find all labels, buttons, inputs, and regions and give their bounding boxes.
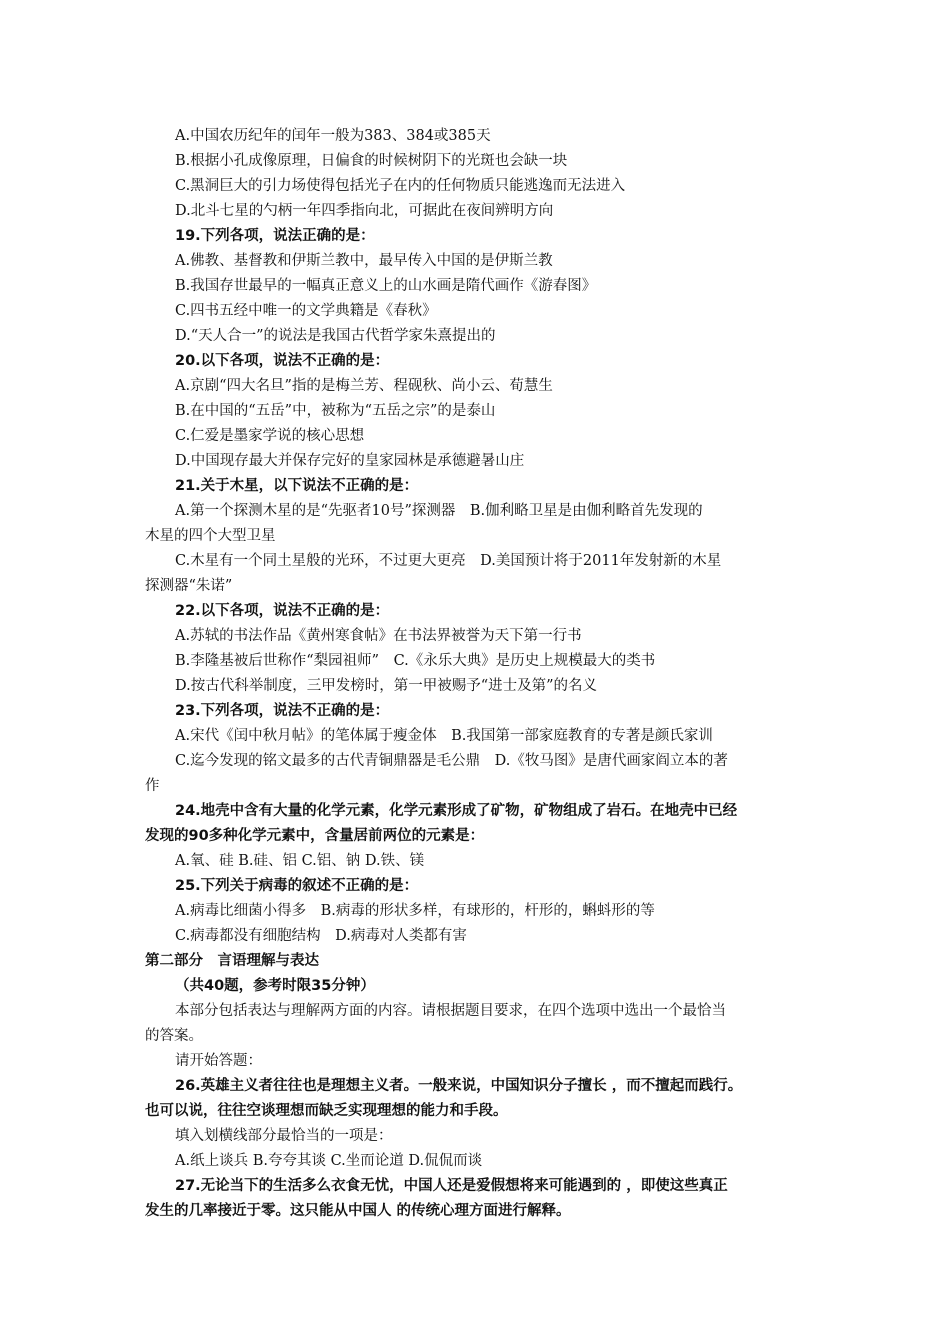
part2-intro-line1: 本部分包括表达与理解两方面的内容。请根据题目要求，在四个选项中选出一个最恰当 [175,1003,726,1019]
q27-stem-line1: 27.无论当下的生活多么衣食无忧，中国人还是爱假想将来可能遇到的 ，即使这些真正 [175,1178,728,1194]
q23-stem: 23.下列各项，说法不正确的是： [175,703,390,719]
q18-option-c: C.黑洞巨大的引力场使得包括光子在内的任何物质只能逃逸而无法进入 [175,178,626,194]
q26-stem-line1: 26.英雄主义者往往也是理想主义者。一般来说，中国知识分子擅长 ，而不擅起而践行。 [175,1078,743,1094]
q23-options-cd-cont: 作 [145,778,160,794]
part2-title: 第二部分 言语理解与表达 [145,953,319,969]
q19-option-a: A.佛教、基督教和伊斯兰教中，最早传入中国的是伊斯兰教 [175,253,553,269]
q20-option-a: A.京剧“四大名旦”指的是梅兰芳、程砚秋、尚小云、荀慧生 [175,378,553,394]
q22-option-d: D.按古代科举制度，三甲发榜时，第一甲被赐予“进士及第”的名义 [175,678,598,694]
q20-option-b: B.在中国的“五岳”中，被称为“五岳之宗”的是泰山 [175,403,496,419]
q25-options-cd: C.病毒都没有细胞结构 D.病毒对人类都有害 [175,928,467,944]
q19-stem: 19.下列各项，说法正确的是： [175,228,375,244]
q19-option-c: C.四书五经中唯一的文学典籍是《春秋》 [175,303,437,319]
q22-options-bc: B.李隆基被后世称作“梨园祖师” C.《永乐大典》是历史上规模最大的类书 [175,653,656,669]
q21-options-ab: A.第一个探测木星的是“先驱者10号”探测器 B.伽利略卫星是由伽利略首先发现的 [175,503,703,519]
q20-stem: 20.以下各项，说法不正确的是： [175,353,390,369]
q20-option-d: D.中国现存最大并保存完好的皇家园林是承德避暑山庄 [175,453,525,469]
q19-option-b: B.我国存世最早的一幅真正意义上的山水画是隋代画作《游春图》 [175,278,597,294]
part2-subtitle: （共40题，参考时限35分钟） [175,978,375,994]
q22-stem: 22.以下各项，说法不正确的是： [175,603,390,619]
q20-option-c: C.仁爱是墨家学说的核心思想 [175,428,365,444]
q27-stem-line2: 发生的几率接近于零。这只能从中国人 的传统心理方面进行解释。 [145,1203,571,1219]
part2-start: 请开始答题： [175,1053,262,1069]
q18-option-b: B.根据小孔成像原理，日偏食的时候树阴下的光斑也会缺一块 [175,153,568,169]
q25-options-ab: A.病毒比细菌小得多 B.病毒的形状多样，有球形的，杆形的，蝌蚪形的等 [175,903,655,919]
q23-options-cd: C.迄今发现的铭文最多的古代青铜鼎器是毛公鼎 D.《牧马图》是唐代画家阎立本的著 [175,753,728,769]
q21-options-cd-cont: 探测器“朱诺” [145,578,233,594]
q19-option-d: D.“天人合一”的说法是我国古代哲学家朱熹提出的 [175,328,496,344]
q23-options-ab: A.宋代《闰中秋月帖》的笔体属于瘦金体 B.我国第一部家庭教育的专著是颜氏家训 [175,728,713,744]
q21-options-cd: C.木星有一个同土星般的光环，不过更大更亮 D.美国预计将于2011年发射新的木星 [175,553,722,569]
part2-intro-line2: 的答案。 [145,1028,203,1044]
q21-options-ab-cont: 木星的四个大型卫星 [145,528,276,544]
exam-text-column [145,124,810,1224]
q24-stem-line2: 发现的90多种化学元素中，含量居前两位的元素是： [145,828,485,844]
q18-option-d: D.北斗七星的勺柄一年四季指向北，可据此在夜间辨明方向 [175,203,554,219]
q26-prompt: 填入划横线部分最恰当的一项是： [175,1128,393,1144]
q24-options: A.氧、硅 B.硅、铝 C.铝、钠 D.铁、镁 [175,853,425,869]
q21-stem: 21.关于木星，以下说法不正确的是： [175,478,419,494]
q26-options: A.纸上谈兵 B.夸夸其谈 C.坐而论道 D.侃侃而谈 [175,1153,483,1169]
q18-option-a: A.中国农历纪年的闰年一般为383、384或385天 [175,128,491,144]
q22-option-a: A.苏轼的书法作品《黄州寒食帖》在书法界被誉为天下第一行书 [175,628,582,644]
q25-stem: 25.下列关于病毒的叙述不正确的是： [175,878,419,894]
q24-stem-line1: 24.地壳中含有大量的化学元素，化学元素形成了矿物，矿物组成了岩石。在地壳中已经 [175,803,738,819]
q26-stem-line2: 也可以说，往往空谈理想而缺乏实现理想的能力和手段。 [145,1103,508,1119]
